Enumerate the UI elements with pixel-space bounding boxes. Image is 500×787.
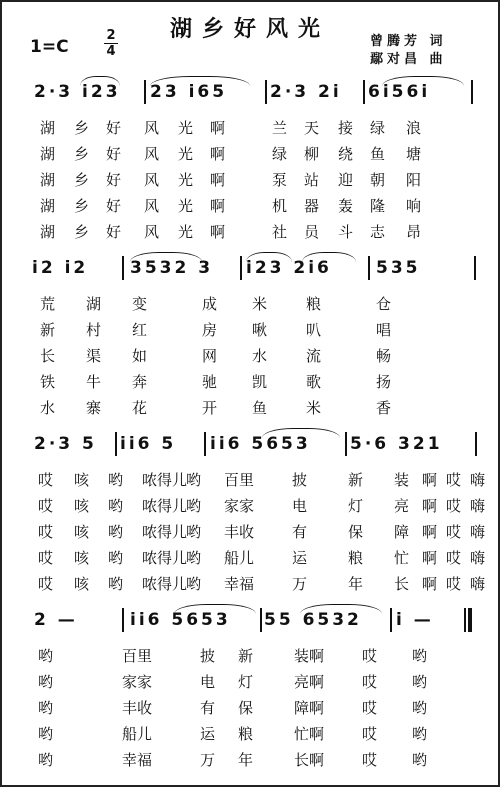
lyric-word: 哎: [362, 699, 378, 717]
lyric-word: 凯: [252, 373, 268, 391]
lyric-word: 哎: [446, 497, 462, 515]
lyric-word: 新: [238, 647, 254, 665]
lyric-word: 泵: [272, 171, 288, 189]
lyric-word: 啊: [210, 145, 226, 163]
lyric-word: 啊: [422, 497, 438, 515]
lyric-word: 幸福: [224, 575, 255, 593]
notation-row: [2, 428, 498, 460]
lyric-word: 哝得儿: [142, 575, 188, 593]
lyric-word: 浪: [406, 119, 422, 137]
barline: [475, 432, 485, 456]
lyric-word: 保: [348, 523, 364, 541]
lyric-word: 哝得儿: [142, 471, 188, 489]
lyric-word: 忙啊: [294, 725, 325, 743]
lyric-word: 长: [40, 347, 56, 365]
notation-row: [2, 252, 498, 284]
lyric-word: 唱: [376, 321, 392, 339]
lyric-word: 粮: [306, 295, 322, 313]
lyric-word: 哎: [38, 497, 54, 515]
lyric-word: 光: [178, 197, 194, 215]
lyric-verse-1: [2, 116, 498, 140]
slur: [80, 76, 120, 109]
lyric-word: 啊: [210, 197, 226, 215]
lyric-word: 咳: [74, 575, 90, 593]
lyric-word: 好: [106, 171, 122, 189]
lyric-word: 丰收: [224, 523, 255, 541]
lyric-word: 好: [106, 197, 122, 215]
lyric-word: 披: [200, 647, 216, 665]
lyric-word: 啊: [210, 223, 226, 241]
lyric-word: 亮: [394, 497, 410, 515]
lyric-word: 哟: [108, 523, 124, 541]
lyric-word: 哟: [412, 647, 428, 665]
lyric-word: 粮: [238, 725, 254, 743]
lyric-word: 哝得儿: [142, 549, 188, 567]
lyric-word: 披: [292, 471, 308, 489]
lyric-word: 风: [144, 119, 160, 137]
lyric-word: 寨: [86, 399, 102, 417]
lyric-word: 长: [394, 575, 410, 593]
measure: 3532 3: [130, 258, 214, 278]
lyric-word: 水: [40, 399, 56, 417]
lyric-word: 哟: [412, 751, 428, 769]
lyric-word: 哎: [446, 575, 462, 593]
barline: [144, 80, 146, 104]
lyric-word: 哝得儿: [142, 497, 188, 515]
lyric-word: 房: [202, 321, 218, 339]
lyricist-credit: 曾腾芳 词: [370, 34, 447, 49]
lyric-word: 光: [178, 223, 194, 241]
lyric-word: 好: [106, 119, 122, 137]
lyric-word: 幸福: [122, 751, 153, 769]
lyric-verse-3: [2, 520, 498, 544]
lyric-word: 铁: [40, 373, 56, 391]
lyric-word: 障啊: [294, 699, 325, 717]
lyric-word: 万: [292, 575, 308, 593]
lyric-word: 仓: [376, 295, 392, 313]
lyric-word: 哎: [362, 647, 378, 665]
lyric-word: 荒: [40, 295, 56, 313]
lyric-word: 啊: [422, 523, 438, 541]
lyric-word: 啊: [422, 471, 438, 489]
time-signature-top: 2: [106, 28, 116, 43]
lyric-word: 乡: [74, 119, 90, 137]
lyric-word: 扬: [376, 373, 392, 391]
lyric-word: 社: [272, 223, 288, 241]
lyric-word: 哟: [108, 497, 124, 515]
final-barline: [464, 608, 474, 632]
lyric-word: 变: [132, 295, 148, 313]
lyric-word: 昂: [406, 223, 422, 241]
slur: [262, 428, 340, 461]
lyric-word: 哎: [362, 751, 378, 769]
measure: 6i56i: [368, 82, 431, 102]
lyric-word: 风: [144, 171, 160, 189]
lyric-word: 哟: [108, 471, 124, 489]
lyric-word: 哟: [186, 497, 202, 515]
lyric-word: 哎: [446, 549, 462, 567]
lyric-word: 阳: [406, 171, 422, 189]
lyric-word: 绿: [370, 119, 386, 137]
lyric-word: 啊: [422, 549, 438, 567]
time-signature: [104, 29, 118, 58]
lyric-word: 嗨: [470, 575, 486, 593]
notation-row: [2, 604, 498, 636]
lyric-word: 哟: [38, 751, 54, 769]
lyric-word: 轰: [338, 197, 354, 215]
lyric-word: 新: [40, 321, 56, 339]
barline: [204, 432, 206, 456]
lyric-word: 哎: [446, 523, 462, 541]
lyric-word: 哟: [412, 725, 428, 743]
lyric-word: 风: [144, 197, 160, 215]
lyric-verse-2: [2, 670, 498, 694]
lyric-word: 光: [178, 145, 194, 163]
measure: ii6 5: [120, 434, 177, 454]
song-title: 湖乡好风光: [169, 16, 330, 42]
time-signature-bottom: 4: [106, 44, 116, 59]
lyric-word: 啊: [210, 119, 226, 137]
barline: [390, 608, 392, 632]
lyric-word: 忙: [394, 549, 410, 567]
lyric-word: 装啊: [294, 647, 325, 665]
lyric-word: 香: [376, 399, 392, 417]
slur: [382, 76, 464, 109]
lyric-word: 歌: [306, 373, 322, 391]
lyric-word: 好: [106, 145, 122, 163]
lyric-verse-4: [2, 370, 498, 394]
lyric-word: 兰: [272, 119, 288, 137]
lyric-word: 哟: [38, 647, 54, 665]
lyric-word: 塘: [406, 145, 422, 163]
lyric-word: 天: [304, 119, 320, 137]
lyric-word: 哎: [38, 471, 54, 489]
lyric-word: 啾: [252, 321, 268, 339]
barline: [260, 608, 262, 632]
measure: i23 2i6: [246, 258, 332, 278]
measure: i2 i2: [32, 258, 89, 278]
lyric-word: 鱼: [370, 145, 386, 163]
lyric-word: 叭: [306, 321, 322, 339]
barline: [122, 256, 124, 280]
lyric-word: 器: [304, 197, 320, 215]
lyric-word: 畅: [376, 347, 392, 365]
lyric-word: 运: [292, 549, 308, 567]
lyric-verse-3: [2, 344, 498, 368]
lyric-word: 迎: [338, 171, 354, 189]
lyric-word: 哟: [186, 523, 202, 541]
lyric-word: 渠: [86, 347, 102, 365]
barline: [363, 80, 365, 104]
lyric-word: 米: [306, 399, 322, 417]
lyric-word: 光: [178, 171, 194, 189]
lyric-word: 丰收: [122, 699, 153, 717]
lyric-word: 嗨: [470, 549, 486, 567]
lyric-word: 保: [238, 699, 254, 717]
lyric-word: 风: [144, 145, 160, 163]
measure: 2·3 i23: [34, 82, 121, 102]
lyric-word: 啊: [210, 171, 226, 189]
lyric-word: 哎: [362, 673, 378, 691]
lyric-word: 电: [292, 497, 308, 515]
barline: [474, 256, 484, 280]
lyric-word: 万: [200, 751, 216, 769]
lyric-word: 咳: [74, 523, 90, 541]
lyric-word: 开: [202, 399, 218, 417]
lyric-word: 驰: [202, 373, 218, 391]
lyric-word: 哎: [362, 725, 378, 743]
lyric-word: 湖: [40, 171, 56, 189]
lyric-word: 流: [306, 347, 322, 365]
lyric-verse-2: [2, 318, 498, 342]
barline: [115, 432, 117, 456]
lyric-word: 嗨: [470, 497, 486, 515]
measure: 2 —: [34, 610, 78, 630]
lyric-word: 湖: [86, 295, 102, 313]
lyric-word: 鱼: [252, 399, 268, 417]
measure: 23 i65: [150, 82, 228, 102]
lyric-word: 隆: [370, 197, 386, 215]
slur: [302, 252, 356, 285]
lyric-word: 湖: [40, 145, 56, 163]
lyric-word: 电: [200, 673, 216, 691]
lyric-word: 哝得儿: [142, 523, 188, 541]
lyric-word: 哎: [38, 549, 54, 567]
lyric-word: 风: [144, 223, 160, 241]
lyric-word: 柳: [304, 145, 320, 163]
lyric-word: 有: [200, 699, 216, 717]
lyric-word: 百里: [122, 647, 153, 665]
measure: ii6 5653: [210, 434, 311, 454]
barline: [345, 432, 347, 456]
lyric-word: 乡: [74, 197, 90, 215]
lyric-word: 米: [252, 295, 268, 313]
lyric-word: 灯: [348, 497, 364, 515]
lyric-word: 成: [202, 295, 218, 313]
lyric-verse-2: [2, 494, 498, 518]
slur: [246, 252, 292, 285]
lyric-verse-1: [2, 292, 498, 316]
lyric-word: 啊: [422, 575, 438, 593]
lyric-word: 运: [200, 725, 216, 743]
lyric-word: 咳: [74, 497, 90, 515]
lyric-word: 咳: [74, 549, 90, 567]
lyric-verse-4: [2, 194, 498, 218]
notation-row: [2, 76, 498, 108]
lyric-word: 年: [348, 575, 364, 593]
lyric-word: 家家: [122, 673, 153, 691]
lyric-word: 有: [292, 523, 308, 541]
lyric-word: 乡: [74, 145, 90, 163]
measure: 535: [376, 258, 421, 278]
lyric-word: 乡: [74, 223, 90, 241]
lyric-word: 哟: [38, 699, 54, 717]
lyric-word: 哟: [186, 471, 202, 489]
lyric-word: 百里: [224, 471, 255, 489]
lyric-word: 村: [86, 321, 102, 339]
lyric-verse-4: [2, 546, 498, 570]
lyric-word: 新: [348, 471, 364, 489]
lyric-word: 哟: [412, 699, 428, 717]
lyric-verse-3: [2, 168, 498, 192]
lyric-word: 哟: [38, 673, 54, 691]
lyric-word: 哟: [108, 575, 124, 593]
lyric-word: 灯: [238, 673, 254, 691]
lyric-word: 斗: [338, 223, 354, 241]
lyric-word: 红: [132, 321, 148, 339]
lyric-word: 站: [304, 171, 320, 189]
lyric-word: 牛: [86, 373, 102, 391]
barline: [265, 80, 267, 104]
slur: [174, 604, 256, 637]
measure: 2·3 2i: [270, 82, 342, 102]
lyric-word: 长啊: [294, 751, 325, 769]
barline: [471, 80, 481, 104]
lyric-word: 志: [370, 223, 386, 241]
measure: 5·6 321: [350, 434, 443, 454]
lyric-word: 障: [394, 523, 410, 541]
lyric-verse-3: [2, 696, 498, 720]
key-signature: 1=C: [30, 37, 69, 57]
measure: ii6 5653: [130, 610, 231, 630]
lyric-verse-5: [2, 748, 498, 772]
lyric-word: 哟: [108, 549, 124, 567]
lyric-word: 哟: [412, 673, 428, 691]
lyric-verse-5: [2, 220, 498, 244]
lyric-word: 网: [202, 347, 218, 365]
lyric-word: 水: [252, 347, 268, 365]
lyric-verse-1: [2, 644, 498, 668]
lyric-word: 花: [132, 399, 148, 417]
slur: [130, 252, 202, 285]
slur: [300, 604, 382, 637]
composer-credit: 鄢对昌 曲: [370, 52, 447, 67]
lyric-word: 机: [272, 197, 288, 215]
lyric-word: 咳: [74, 471, 90, 489]
lyric-word: 粮: [348, 549, 364, 567]
lyric-word: 船儿: [122, 725, 153, 743]
barline: [122, 608, 124, 632]
lyric-word: 船儿: [224, 549, 255, 567]
lyric-word: 湖: [40, 197, 56, 215]
lyric-word: 绿: [272, 145, 288, 163]
lyric-word: 湖: [40, 119, 56, 137]
lyric-word: 家家: [224, 497, 255, 515]
lyric-word: 哟: [38, 725, 54, 743]
lyric-word: 员: [304, 223, 320, 241]
lyric-verse-2: [2, 142, 498, 166]
measure: 55 6532: [264, 610, 362, 630]
lyric-verse-5: [2, 396, 498, 420]
measure: 2·3 5: [34, 434, 97, 454]
lyric-word: 接: [338, 119, 354, 137]
lyric-word: 嗨: [470, 471, 486, 489]
measure: i —: [396, 610, 434, 630]
lyric-word: 响: [406, 197, 422, 215]
lyric-word: 乡: [74, 171, 90, 189]
lyric-word: 朝: [370, 171, 386, 189]
lyric-word: 哟: [186, 549, 202, 567]
lyric-word: 湖: [40, 223, 56, 241]
lyric-word: 哎: [446, 471, 462, 489]
lyric-word: 哎: [38, 523, 54, 541]
lyric-word: 哎: [38, 575, 54, 593]
lyric-word: 如: [132, 347, 148, 365]
lyric-word: 奔: [132, 373, 148, 391]
lyric-verse-1: [2, 468, 498, 492]
lyric-word: 光: [178, 119, 194, 137]
lyric-word: 装: [394, 471, 410, 489]
slur: [150, 76, 250, 109]
lyric-word: 嗨: [470, 523, 486, 541]
lyric-word: 绕: [338, 145, 354, 163]
lyric-word: 年: [238, 751, 254, 769]
lyric-word: 哟: [186, 575, 202, 593]
lyric-word: 好: [106, 223, 122, 241]
lyric-verse-4: [2, 722, 498, 746]
barline: [368, 256, 370, 280]
barline: [240, 256, 242, 280]
lyric-word: 亮啊: [294, 673, 325, 691]
lyric-verse-5: [2, 572, 498, 596]
